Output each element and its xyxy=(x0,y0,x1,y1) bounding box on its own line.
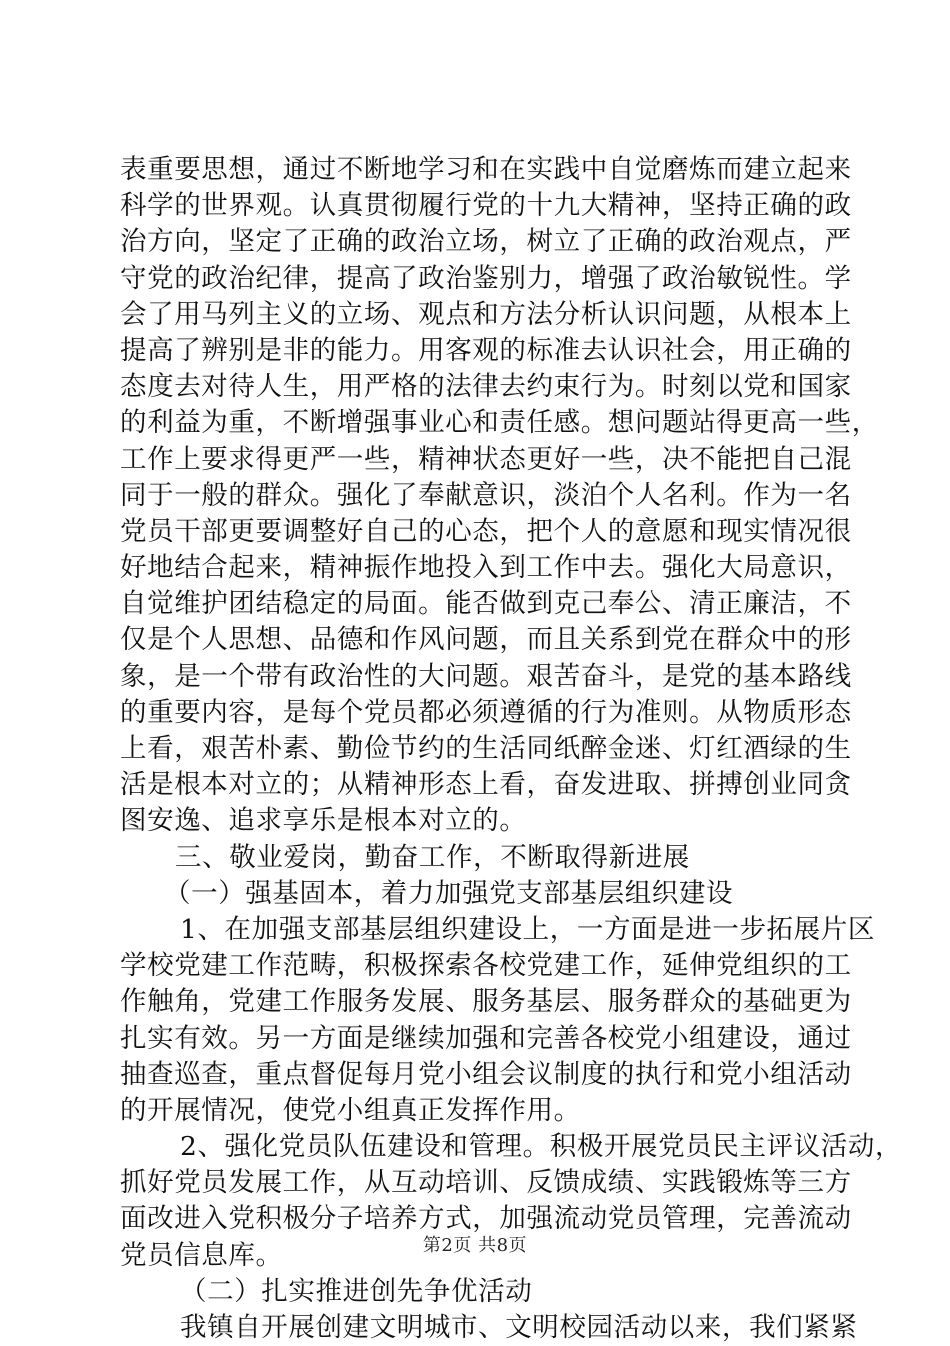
text-line: 工作上要求得更严一些，精神状态更好一些，决不能把自己混 xyxy=(120,443,852,475)
text-line: 治方向，坚定了正确的政治立场，树立了正确的政治观点，严 xyxy=(120,226,852,258)
text-line: 党员干部更要调整好自己的心态，把个人的意愿和现实情况很 xyxy=(120,515,852,547)
text-line: 仅是个人思想、品德和作风问题，而且关系到党在群众中的形 xyxy=(120,624,852,656)
text-line: 象，是一个带有政治性的大问题。艰苦奋斗，是党的基本路线 xyxy=(120,660,852,692)
text-line: 2、强化党员队伍建设和管理。积极开展党员民主评议活动， xyxy=(180,1131,903,1163)
text-line: 1、在加强支部基层组织建设上，一方面是进一步拓展片区 xyxy=(180,913,875,945)
text-line: 抓好党员发展工作，从互动培训、反馈成绩、实践锻炼等三方 xyxy=(120,1167,852,1199)
text-line: 同于一般的群众。强化了奉献意识，淡泊个人名利。作为一名 xyxy=(120,479,852,511)
text-line: 态度去对待人生，用严格的法律去约束行为。时刻以党和国家 xyxy=(120,371,852,403)
document-body xyxy=(120,152,903,1346)
text-line: 上看，艰苦朴素、勤俭节约的生活同纸醉金迷、灯红酒绿的生 xyxy=(120,733,852,764)
text-line: 的开展情况，使党小组真正发挥作用。 xyxy=(120,1094,581,1126)
section-heading: 三、敬业爱岗，勤奋工作，不断取得新进展 xyxy=(175,841,690,873)
text-line: 活是根本对立的；从精神形态上看，奋发进取、拼搏创业同贪 xyxy=(120,769,852,801)
text-line: 面改进入党积极分子培养方式，加强流动党员管理，完善流动 xyxy=(120,1203,852,1235)
text-line: 学校党建工作范畴，积极探索各校党建工作，延伸党组织的工 xyxy=(120,950,852,982)
text-line: 科学的世界观。认真贯彻履行党的十九大精神，坚持正确的政 xyxy=(120,190,852,222)
text-line: 党员信息库。 xyxy=(120,1239,283,1271)
subsection-heading: （二）扎实推进创先争优活动 xyxy=(180,1275,533,1307)
text-line: 我镇自开展创建文明城市、文明校园活动以来，我们紧紧 xyxy=(180,1312,858,1343)
text-line: 表重要思想，通过不断地学习和在实践中自觉磨炼而建立起来 xyxy=(120,154,852,185)
text-line: 的利益为重，不断增强事业心和责任感。想问题站得更高一些， xyxy=(120,407,879,439)
text-line: 会了用马列主义的立场、观点和方法分析认识问题，从根本上 xyxy=(120,298,852,330)
page-footer: 第2页 共8页 xyxy=(422,1235,528,1256)
text-line: 守党的政治纪律，提高了政治鉴别力，增强了政治敏锐性。学 xyxy=(120,262,852,294)
text-line: 图安逸、追求享乐是根本对立的。 xyxy=(120,805,527,837)
text-line: 自觉维护团结稳定的局面。能否做到克己奉公、清正廉洁，不 xyxy=(120,588,852,620)
text-line: 抽查巡查，重点督促每月党小组会议制度的执行和党小组活动 xyxy=(120,1058,852,1090)
text-line: 扎实有效。另一方面是继续加强和完善各校党小组建设，通过 xyxy=(120,1022,852,1054)
text-line: 的重要内容，是每个党员都必须遵循的行为准则。从物质形态 xyxy=(120,696,852,728)
text-line: 提高了辨别是非的能力。用客观的标准去认识社会，用正确的 xyxy=(120,334,852,366)
text-line: 好地结合起来，精神振作地投入到工作中去。强化大局意识， xyxy=(120,552,852,584)
text-line: 作触角，党建工作服务发展、服务基层、服务群众的基础更为 xyxy=(120,986,852,1018)
subsection-heading: （一）强基固本，着力加强党支部基层组织建设 xyxy=(164,877,734,909)
